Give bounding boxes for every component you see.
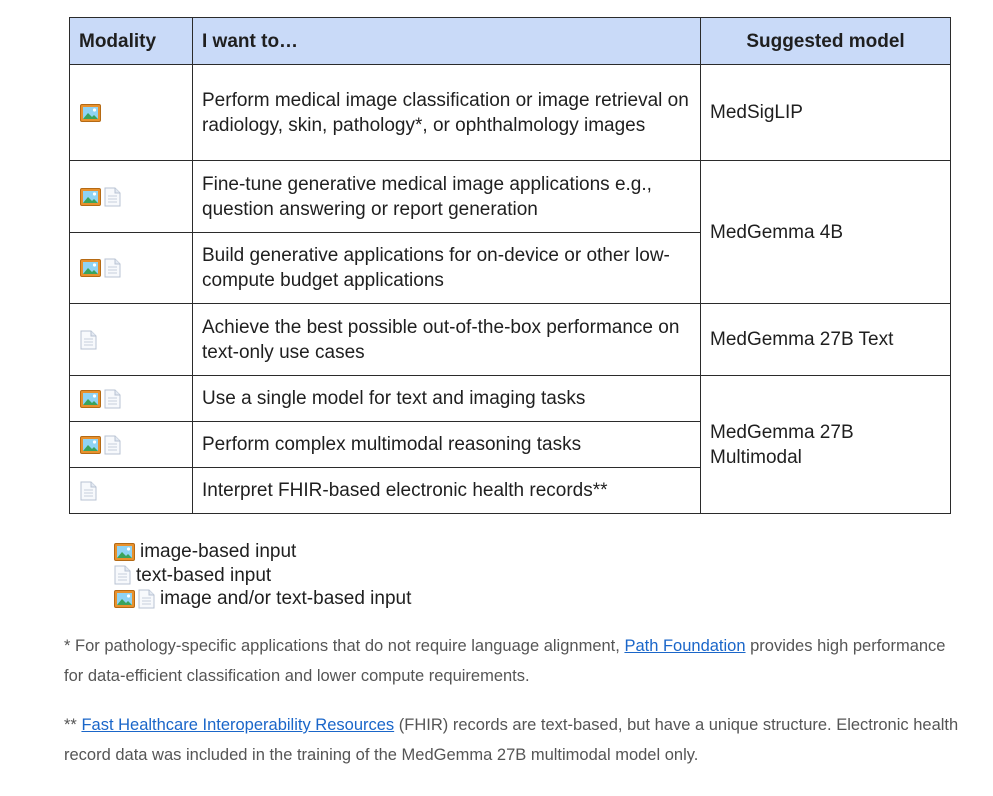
document-icon bbox=[104, 389, 121, 409]
model-cell-medgemma-27b-multimodal: MedGemma 27B Multimodal bbox=[701, 376, 951, 514]
document-icon bbox=[138, 589, 155, 609]
document-icon bbox=[104, 435, 121, 455]
modality-legend bbox=[114, 540, 411, 611]
header-suggested-model: Suggested model bbox=[701, 18, 951, 65]
modality-icons bbox=[80, 258, 121, 278]
modality-icons bbox=[80, 104, 101, 122]
image-icon bbox=[114, 543, 135, 561]
modality-icons bbox=[80, 389, 121, 409]
modality-cell bbox=[70, 233, 193, 304]
modality-cell bbox=[70, 65, 193, 161]
use-case-cell: Perform complex multimodal reasoning tasks bbox=[193, 422, 701, 468]
footnote-1-suffix: provides high performance for data-efficient classification and lower compute requirements. bbox=[64, 637, 946, 685]
modality-icons bbox=[114, 589, 155, 609]
model-cell-medsiglip: MedSigLIP bbox=[701, 65, 951, 161]
image-icon bbox=[80, 104, 101, 122]
legend-item-both bbox=[114, 587, 411, 611]
header-modality: Modality bbox=[70, 18, 193, 65]
modality-cell bbox=[70, 468, 193, 514]
model-cell-medgemma-27b-text: MedGemma 27B Text bbox=[701, 304, 951, 376]
document-icon bbox=[104, 258, 121, 278]
table-row bbox=[70, 65, 951, 161]
image-icon bbox=[80, 436, 101, 454]
document-icon bbox=[114, 565, 131, 585]
fhir-link[interactable]: Fast Healthcare Interoperability Resources bbox=[81, 716, 395, 734]
use-case-cell: Interpret FHIR-based electronic health records** bbox=[193, 468, 701, 514]
image-icon bbox=[80, 188, 101, 206]
document-icon bbox=[80, 481, 97, 501]
legend-item-image bbox=[114, 540, 411, 564]
use-case-cell: Use a single model for text and imaging tasks bbox=[193, 376, 701, 422]
modality-cell bbox=[70, 376, 193, 422]
footnote-2-suffix: (FHIR) records are text-based, but have a unique structure. Electronic health record data was included in the training of the MedGemma 27B multimodal model only. bbox=[64, 716, 959, 764]
use-case-cell: Fine-tune generative medical image applications e.g., question answering or report generation bbox=[193, 161, 701, 233]
footnote-1-prefix: * For pathology-specific applications that do not require language alignment, bbox=[64, 637, 625, 655]
table-row bbox=[70, 161, 951, 233]
legend-label-text: text-based input bbox=[136, 564, 272, 586]
header-i-want-to: I want to… bbox=[193, 18, 701, 65]
modality-icons bbox=[80, 187, 121, 207]
modality-icons bbox=[114, 543, 135, 561]
table-row bbox=[70, 304, 951, 376]
image-icon bbox=[114, 590, 135, 608]
modality-icons bbox=[80, 330, 97, 350]
table-row bbox=[70, 376, 951, 422]
model-cell-medgemma-4b: MedGemma 4B bbox=[701, 161, 951, 304]
table-header-row bbox=[70, 18, 951, 65]
modality-icons bbox=[114, 565, 131, 585]
use-case-cell: Build generative applications for on-device or other low-compute budget applications bbox=[193, 233, 701, 304]
path-foundation-link[interactable]: Path Foundation bbox=[624, 637, 746, 655]
image-icon bbox=[80, 259, 101, 277]
legend-label-both: image and/or text-based input bbox=[160, 588, 412, 609]
image-icon bbox=[80, 390, 101, 408]
use-case-cell: Perform medical image classification or image retrieval on radiology, skin, pathology*, or ophthalmology images bbox=[193, 65, 701, 161]
modality-icons bbox=[80, 481, 97, 501]
modality-cell bbox=[70, 304, 193, 376]
modality-cell bbox=[70, 422, 193, 468]
document-icon bbox=[104, 187, 121, 207]
use-case-cell: Achieve the best possible out-of-the-box performance on text-only use cases bbox=[193, 304, 701, 376]
model-selection-table bbox=[69, 17, 951, 514]
modality-icons bbox=[80, 435, 121, 455]
footnote-fhir bbox=[64, 710, 964, 770]
legend-label-image: image-based input bbox=[140, 541, 297, 562]
legend-item-text bbox=[114, 564, 411, 588]
document-icon bbox=[80, 330, 97, 350]
modality-cell bbox=[70, 161, 193, 233]
footnote-pathology bbox=[64, 631, 964, 691]
footnote-2-prefix: ** bbox=[64, 716, 82, 734]
